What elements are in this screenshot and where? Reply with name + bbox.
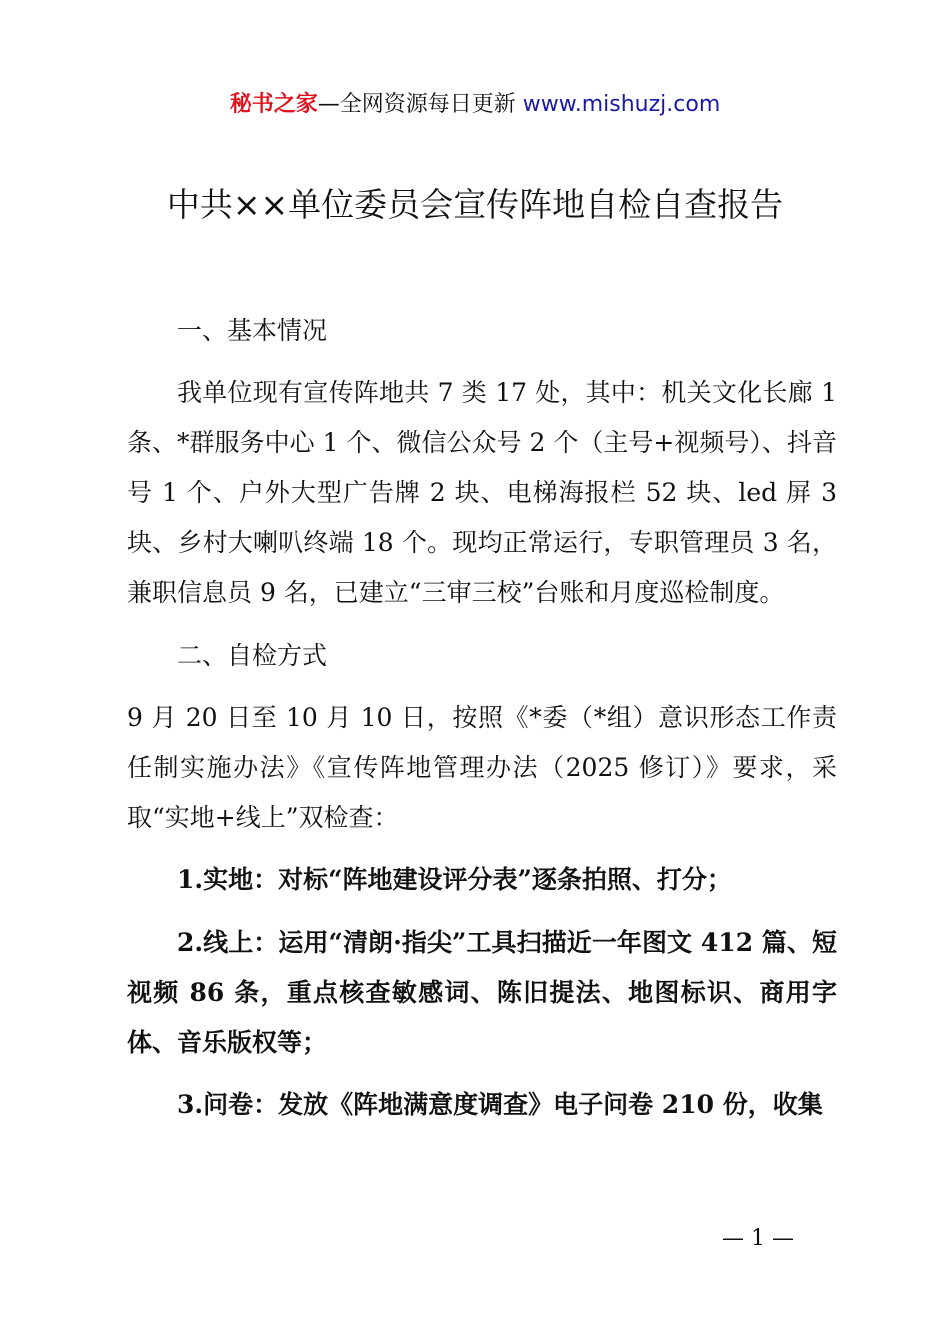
paragraph-method: 9 月 20 日至 10 月 10 日，按照《*委（*组）意识形态工作责任制实施办法》《宣传阵地管理办法（2025 修订）》要求，采取“实地+线上”双检查：: [127, 703, 837, 832]
section-heading-basic: 一、基本情况: [177, 316, 328, 345]
section-heading-method: 二、自检方式: [177, 641, 328, 670]
list-item-online: 2.线上：运用“清朗·指尖”工具扫描近一年图文 412 篇、短视频 86 条，重点核查敏感词、陈旧提法、地图标识、商用字体、音乐版权等；: [127, 928, 837, 1057]
website-link[interactable]: www.mishuzj.com: [522, 92, 721, 117]
site-header: [0, 88, 950, 122]
brand-name: 秘书之家: [229, 92, 318, 117]
paragraph-basic-situation: 我单位现有宣传阵地共 7 类 17 处，其中：机关文化长廊 1 条、*群服务中心 1 个、微信公众号 2 个（主号+视频号）、抖音号 1 个、户外大型广告牌 2 块、电梯海报栏 52 块、led 屏 3 块、乡村大喇叭终端 18 个。现均正常运行，专职管理员 3 名，兼职信息员 9 名，已建立“三审三校”台账和月度巡检制度。: [127, 378, 837, 607]
list-item-survey: 3.问卷：发放《阵地满意度调查》电子问卷 210 份，收集: [177, 1090, 823, 1119]
page-number: — 1 —: [722, 1226, 794, 1251]
list-item-onsite: 1.实地：对标“阵地建设评分表”逐条拍照、打分；: [177, 865, 732, 894]
header-slogan: —全网资源每日更新: [317, 92, 523, 117]
document-title: 中共××单位委员会宣传阵地自检自查报告: [166, 185, 784, 224]
